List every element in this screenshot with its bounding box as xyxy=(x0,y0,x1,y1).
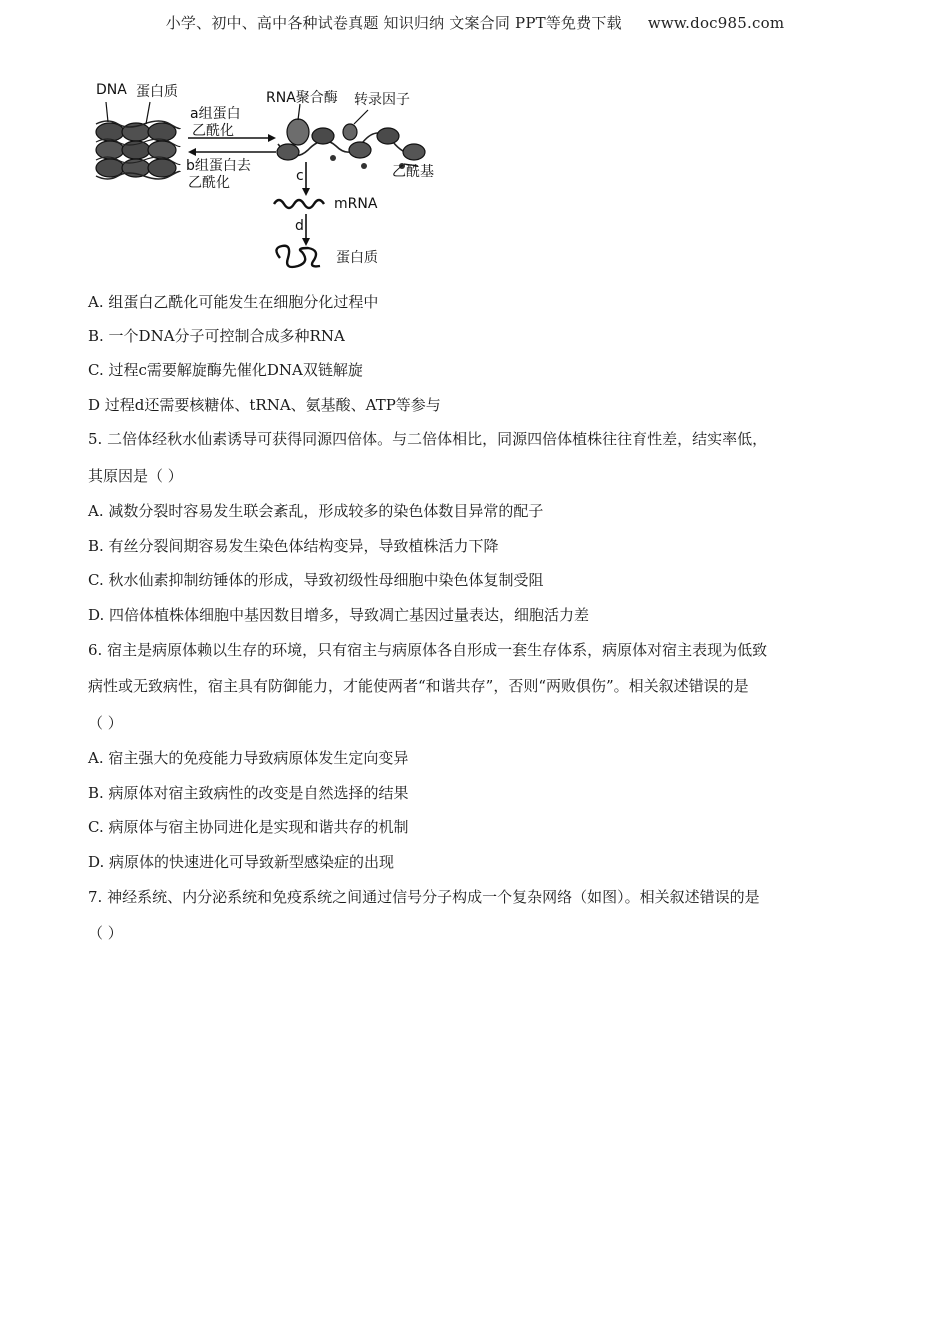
mrna-strand xyxy=(274,200,324,208)
q6-stem-line2: 病性或无致病性，宿主具有防御能力，才能使两者“和谐共存”，否则“两败俱伤”。相关叙述错误的是 xyxy=(88,677,749,695)
label-b-line1: b组蛋白去 xyxy=(186,158,251,174)
header-text: 小学、初中、高中各种试卷真题 知识归纳 文案合同 PPT等免费下载 xyxy=(165,14,622,32)
q6-option-b: B. 病原体对宿主致病性的改变是自然选择的结果 xyxy=(88,784,409,802)
open-chromatin xyxy=(277,119,425,169)
page-header xyxy=(0,12,950,33)
label-protein-bottom: 蛋白质 xyxy=(336,250,378,266)
protein-squiggle xyxy=(276,246,320,267)
label-rna-polymerase: RNA聚合酶 xyxy=(266,90,338,106)
label-process-d: d xyxy=(295,218,304,234)
header-site-link[interactable]: www.doc985.com xyxy=(647,14,785,32)
q6-stem-line1: 6. 宿主是病原体赖以生存的环境，只有宿主与病原体各自形成一套生存体系，病原体对宿主表现为低致 xyxy=(88,641,768,659)
label-b-line2: 乙酰化 xyxy=(188,175,230,191)
q5-option-c: C. 秋水仙素抑制纺锤体的形成，导致初级性母细胞中染色体复制受阻 xyxy=(88,571,544,589)
q7-stem-line2: （ ） xyxy=(88,924,123,942)
chromatin-figure xyxy=(88,72,448,277)
q6-option-c: C. 病原体与宿主协同进化是实现和谐共存的机制 xyxy=(88,818,409,836)
label-process-c: c xyxy=(296,168,304,184)
q4-option-d: D 过程d还需要核糖体、tRNA、氨基酸、ATP等参与 xyxy=(88,396,441,414)
label-transcription-factor: 转录因子 xyxy=(354,92,410,108)
q7-stem-line1: 7. 神经系统、内分泌系统和免疫系统之间通过信号分子构成一个复杂网络（如图）。相关叙述错误的是 xyxy=(88,888,760,906)
q5-option-d: D. 四倍体植株体细胞中基因数目增多，导致凋亡基因过量表达，细胞活力差 xyxy=(88,606,590,624)
q6-option-d: D. 病原体的快速进化可导致新型感染症的出现 xyxy=(88,853,395,871)
q5-stem-line2: 其原因是（ ） xyxy=(88,467,183,485)
label-a-line2: 乙酰化 xyxy=(192,123,234,139)
q4-option-a: A. 组蛋白乙酰化可能发生在细胞分化过程中 xyxy=(88,293,379,311)
label-acetyl-group: 乙酰基 xyxy=(392,164,434,180)
q5-option-b: B. 有丝分裂间期容易发生染色体结构变异，导致植株活力下降 xyxy=(88,537,499,555)
q5-option-a: A. 减数分裂时容易发生联会紊乱，形成较多的染色体数目异常的配子 xyxy=(88,502,544,520)
label-a-line1: a组蛋白 xyxy=(190,106,241,122)
q6-stem-line3: （ ） xyxy=(88,714,123,732)
q6-option-a: A. 宿主强大的免疫能力导致病原体发生定向变异 xyxy=(88,749,409,767)
q4-option-c: C. 过程c需要解旋酶先催化DNA双链解旋 xyxy=(88,361,363,379)
chromatin-diagram xyxy=(88,72,448,277)
condensed-chromatin xyxy=(96,121,180,179)
label-protein-top: 蛋白质 xyxy=(136,84,178,100)
q4-option-b: B. 一个DNA分子可控制合成多种RNA xyxy=(88,327,345,345)
q5-stem-line1: 5. 二倍体经秋水仙素诱导可获得同源四倍体。与二倍体相比，同源四倍体植株往往育性差，结实率低， xyxy=(88,430,768,448)
label-dna: DNA xyxy=(96,82,127,98)
label-mrna: mRNA xyxy=(334,196,378,212)
